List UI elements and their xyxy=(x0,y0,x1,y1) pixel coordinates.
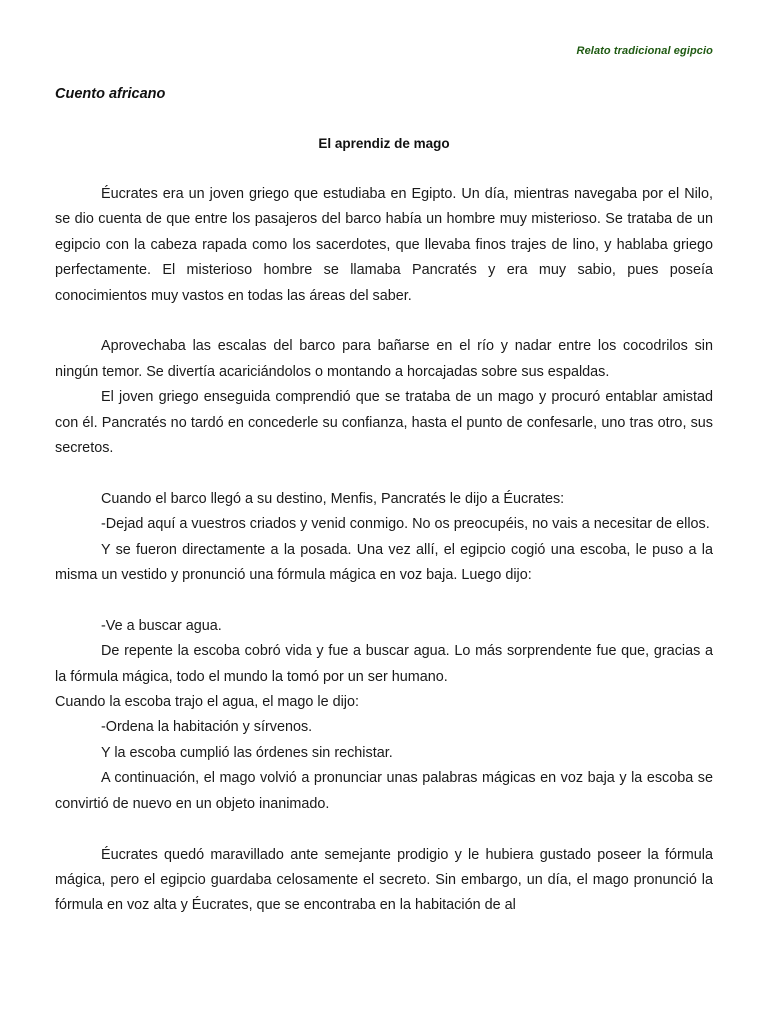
running-header: Relato tradicional egipcio xyxy=(576,45,713,57)
paragraph: Cuando el barco llegó a su destino, Menfis, Pancratés le dijo a Éucrates: xyxy=(101,490,565,507)
paragraph: A continuación, el mago volvió a pronunciar unas palabras mágicas en voz baja y la escoba se convirtió de nuevo en un objeto inanimado. xyxy=(55,770,713,812)
paragraph: Y se fueron directamente a la posada. Una vez allí, el egipcio cogió una escoba, le puso a la misma un vestido y pronunció una fórmula mágica en voz baja. Luego dijo: xyxy=(55,541,713,584)
paragraph: De repente la escoba cobró vida y fue a buscar agua. Lo más sorprendente fue que, gracias a la fórmula mágica, todo el mundo la tomó por un ser humano. xyxy=(55,643,713,685)
story-body xyxy=(55,182,713,919)
dialogue-line: -Ve a buscar agua. xyxy=(101,617,222,634)
document-subtitle: Cuento africano xyxy=(55,86,166,102)
paragraph: Cuando la escoba trajo el agua, el mago le dijo: xyxy=(55,694,360,711)
document-title: El aprendiz de mago xyxy=(318,136,450,151)
dialogue-line: -Ordena la habitación y sírvenos. xyxy=(101,719,313,736)
paragraph: El joven griego enseguida comprendió que se trataba de un mago y procuró entablar amistad con él. Pancratés no tardó en concederle su confianza, hasta el punto de confesarle, uno tras otro, sus secretos. xyxy=(55,389,713,457)
paragraph: Y la escoba cumplió las órdenes sin rechistar. xyxy=(101,744,393,761)
paragraph: Éucrates era un joven griego que estudiaba en Egipto. Un día, mientras navegaba por el Nilo, se dio cuenta de que entre los pasajeros del barco había un hombre muy misterioso. Se trataba de un egipcio con la cabeza rapada como los sacerdotes, que llevaba finos trajes de lino, y hablaba griego perfectamente. El misterioso hombre se llamaba Pancratés y era muy sabio, pues poseía conocimientos muy vastos en todas las áreas del saber. xyxy=(55,186,713,304)
paragraph: Éucrates quedó maravillado ante semejante prodigio y le hubiera gustado poseer la fórmula mágica, pero el egipcio guardaba celosamente el secreto. Sin embargo, un día, el mago pronunció la fórmula en voz alta y Éucrates, que se encontraba en la habitación de al xyxy=(55,846,713,914)
dialogue-line: -Dejad aquí a vuestros criados y venid conmigo. No os preocupéis, no vais a necesitar de ellos. xyxy=(101,516,710,533)
paragraph: Aprovechaba las escalas del barco para bañarse en el río y nadar entre los cocodrilos sin ningún temor. Se divertía acariciándolos o montando a horcajadas sobre sus espaldas. xyxy=(55,338,713,380)
